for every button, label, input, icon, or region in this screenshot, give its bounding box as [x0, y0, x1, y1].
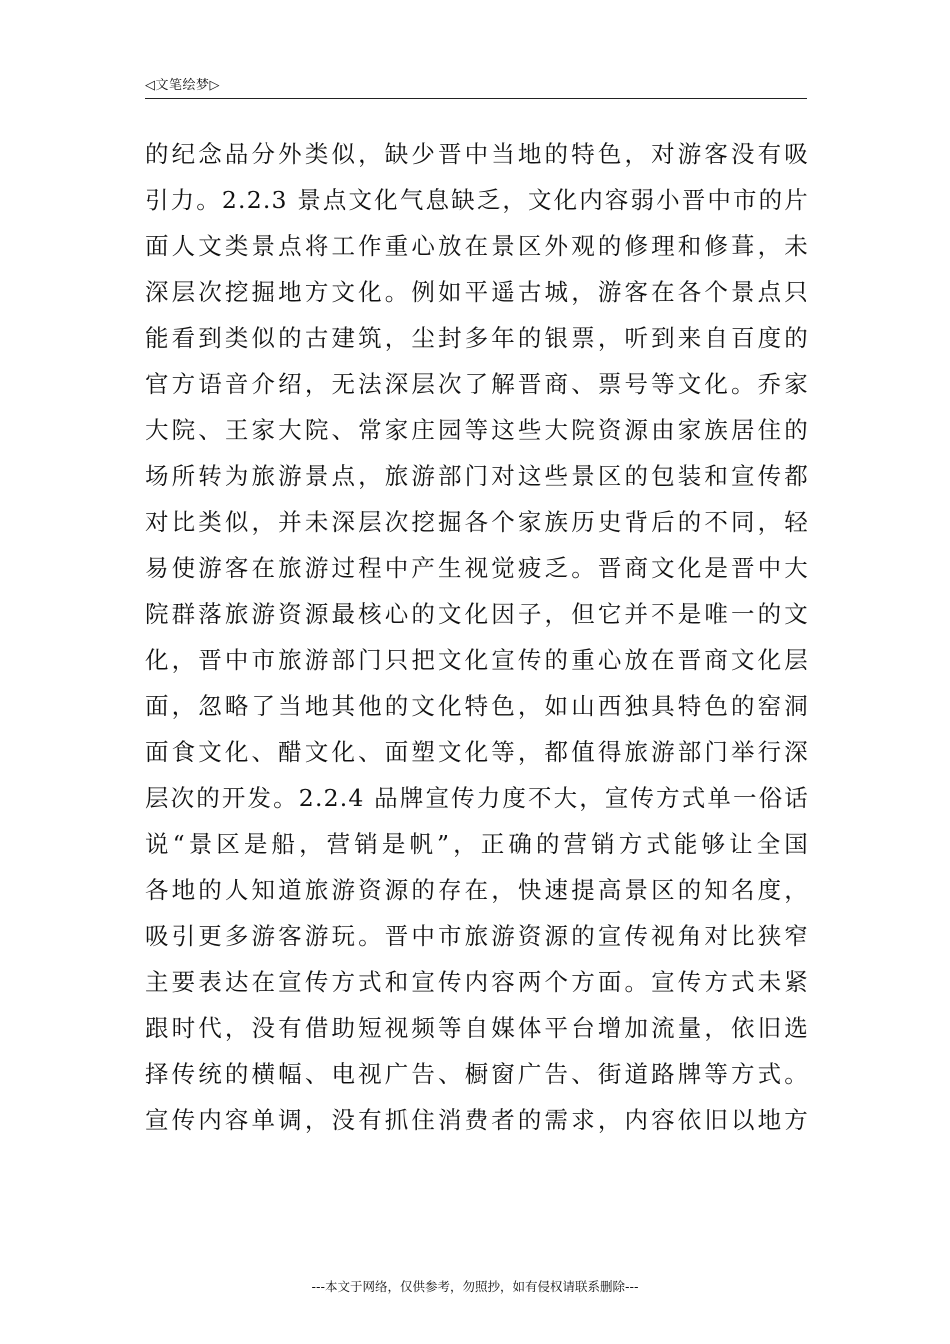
text-line: 层次的开发。2.2.4 品牌宣传力度不大，宣传方式单一俗话: [145, 784, 809, 812]
text-line: 大院、王家大院、常家庄园等这些大院资源由家族居住的: [145, 416, 809, 444]
text-line: 场所转为旅游景点，旅游部门对这些景区的包装和宣传都: [145, 462, 809, 490]
text-line: 易使游客在旅游过程中产生视觉疲乏。晋商文化是晋中大: [145, 554, 809, 582]
text-line: 对比类似，并未深层次挖掘各个家族历史背后的不同，轻: [145, 508, 809, 536]
text-line: 官方语音介绍，无法深层次了解晋商、票号等文化。乔家: [145, 370, 809, 398]
text-line: 深层次挖掘地方文化。例如平遥古城，游客在各个景点只: [145, 278, 809, 306]
body-text: [145, 131, 809, 1143]
text-line: 主要表达在宣传方式和宣传内容两个方面。宣传方式未紧: [145, 968, 809, 996]
text-line: 面食文化、醋文化、面塑文化等，都值得旅游部门举行深: [145, 738, 809, 766]
text-line: 院群落旅游资源最核心的文化因子，但它并不是唯一的文: [145, 600, 809, 628]
text-line: 跟时代，没有借助短视频等自媒体平台增加流量，依旧选: [145, 1014, 809, 1042]
text-line: 的纪念品分外类似，缺少晋中当地的特色，对游客没有吸: [145, 140, 809, 168]
page-footer: ---本文于网络，仅供参考，勿照抄，如有侵权请联系删除---: [311, 1279, 639, 1294]
text-line: 择传统的横幅、电视广告、橱窗广告、街道路牌等方式。: [145, 1060, 809, 1088]
text-line: 面，忽略了当地其他的文化特色，如山西独具特色的窑洞: [145, 692, 809, 720]
text-line: 吸引更多游客游玩。晋中市旅游资源的宣传视角对比狭窄: [145, 922, 809, 950]
text-line: 引力。2.2.3 景点文化气息缺乏，文化内容弱小晋中市的片: [145, 186, 809, 214]
text-line: 说“景区是船，营销是帆”，正确的营销方式能够让全国: [145, 830, 809, 858]
text-line: 能看到类似的古建筑，尘封多年的银票，听到来自百度的: [145, 324, 809, 352]
header-title: ◁文笔绘梦▷: [145, 78, 220, 93]
text-line: 宣传内容单调，没有抓住消费者的需求，内容依旧以地方: [145, 1106, 809, 1134]
text-line: 面人文类景点将工作重心放在景区外观的修理和修葺，未: [145, 232, 809, 260]
text-line: 各地的人知道旅游资源的存在，快速提高景区的知名度，: [145, 876, 809, 904]
page-header: [145, 70, 807, 99]
text-line: 化，晋中市旅游部门只把文化宣传的重心放在晋商文化层: [145, 646, 809, 674]
